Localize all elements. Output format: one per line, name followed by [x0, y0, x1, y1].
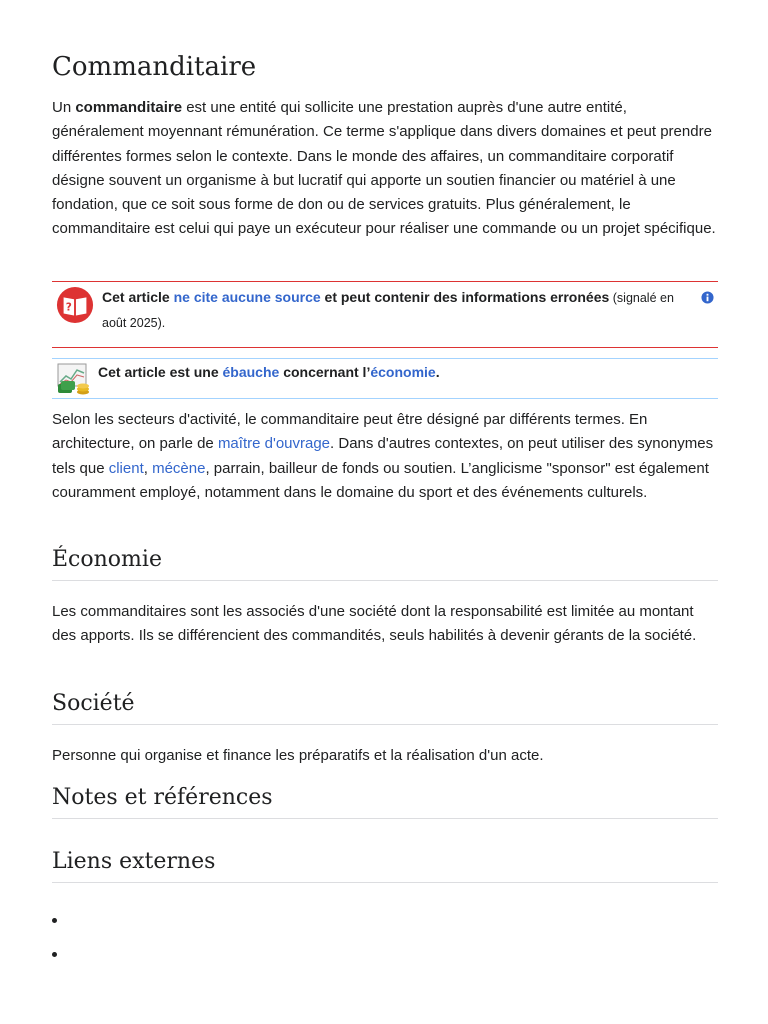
- section-heading-societe: Société: [52, 691, 718, 725]
- stub-text-pre: Cet article est une: [98, 364, 223, 380]
- stub-text-mid: concernant l’: [279, 364, 371, 380]
- no-sources-text: [102, 285, 692, 335]
- bullet-icon: [52, 918, 57, 923]
- section-text-economie: Les commanditaires sont les associés d'une société dont la responsabilité est limitée au montant des apports. Ils se différencient des commandités, seuls habilités à devenir gérants de la société.: [52, 603, 697, 645]
- intro-paragraph: [52, 96, 718, 242]
- section-heading-economie: Économie: [52, 547, 718, 581]
- terms-text-3: ,: [143, 459, 153, 477]
- link-maitre-ouvrage[interactable]: maître d'ouvrage: [217, 435, 331, 453]
- book-question-icon: [56, 286, 94, 324]
- bullet-icon: [52, 952, 57, 957]
- no-sources-banner: [52, 281, 718, 348]
- intro-bold-term: commanditaire: [75, 99, 183, 116]
- page-title: Commanditaire: [52, 52, 257, 82]
- info-icon[interactable]: [701, 291, 714, 304]
- economy-stub-icon: [56, 362, 92, 396]
- terms-paragraph: [52, 408, 718, 505]
- intro-text-pre: Un: [52, 99, 76, 116]
- no-sources-link[interactable]: ne cite aucune source: [173, 289, 321, 305]
- intro-text-post: est une entité qui sollicite une prestation auprès d'une autre entité, généralement moyennant rémunération. Ce terme s'applique dans divers domaines et peut prendre différentes formes selon le contexte. Dans le monde des affaires, un commanditaire corporatif désigne souvent un organisme à but lucratif qui apporte un soutien financier ou matériel à une fondation, que ce soit sous forme de don ou de services gratuits. Plus généralement, le commanditaire est celui qui paye un exécuteur pour réaliser une commande ou un projet spécifique.: [52, 99, 716, 238]
- terms-text-1: Selon les secteurs d'activité, le commanditaire peut être désigné par différents termes. En architecture, on parle de: [52, 411, 648, 453]
- link-client[interactable]: client: [108, 459, 144, 477]
- stub-text-post: .: [435, 364, 440, 380]
- stub-banner: [52, 358, 718, 399]
- section-text-societe: Personne qui organise et finance les préparatifs et la réalisation d'un acte.: [52, 747, 544, 764]
- section-heading-liens: Liens externes: [52, 849, 718, 883]
- no-sources-date-note: (signalé en août 2025).: [102, 291, 674, 330]
- section-heading-notes: Notes et références: [52, 785, 718, 819]
- terms-text-4: , parrain, bailleur de fonds ou soutien. L’anglicisme "sponsor" est également couramment employé, notamment dans le domaine du sport et des événements culturels.: [52, 459, 709, 501]
- terms-text-2: . Dans d'autres contextes, on peut utiliser des synonymes tels que: [52, 435, 714, 477]
- stub-text: [98, 360, 440, 384]
- stub-link-economie[interactable]: économie: [370, 364, 436, 380]
- stub-link-ebauche[interactable]: ébauche: [222, 364, 280, 380]
- no-sources-text-pre: Cet article: [102, 289, 174, 305]
- link-mecene[interactable]: mécène: [152, 459, 206, 477]
- no-sources-text-post: et peut contenir des informations erronées: [320, 289, 610, 305]
- svg-text:?: ?: [65, 301, 72, 314]
